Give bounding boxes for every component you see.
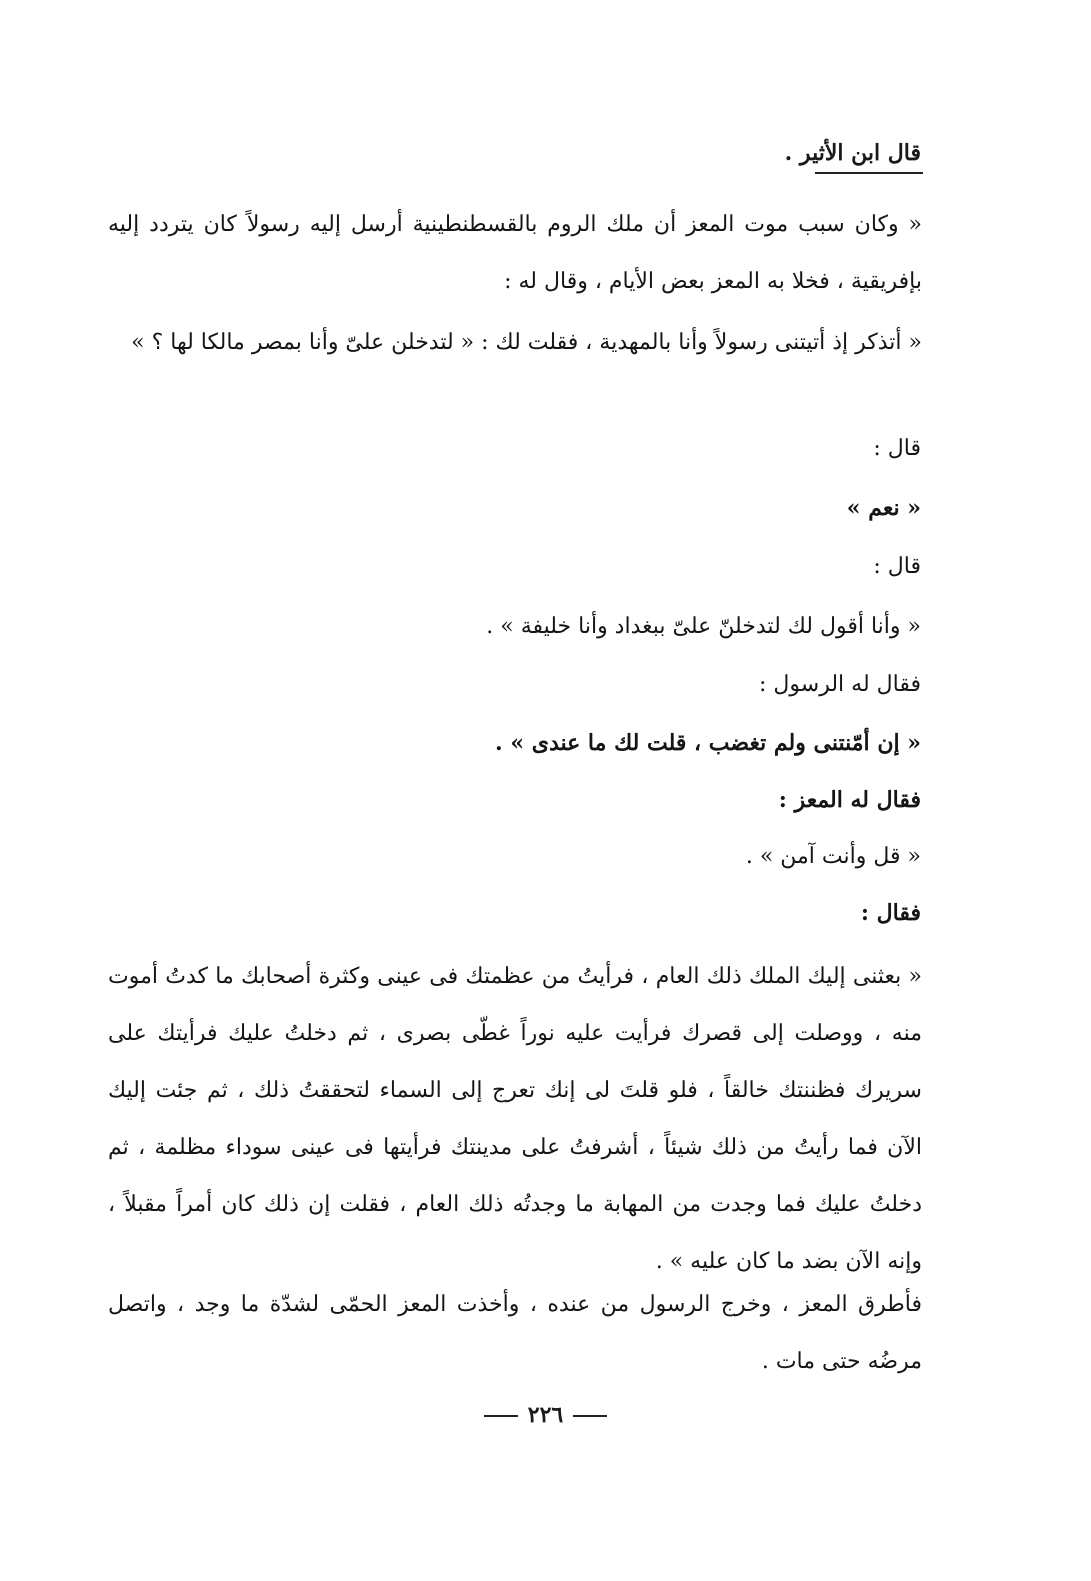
paragraph-3: « بعثنى إليك الملك ذلك العام ، فرأيتُ من عظمتك فى عينى وكثرة أصحابك ما كدتُ أموت منه ، ووصلت إلى قصرك فرأيت عليه نوراً غطّى بصرى ، ثم دخلتُ عليك فرأيتك على سريرك فظننتك خالقاً ، فلو قلتَ لى إنك تعرج إلى السماء لتحققتُ ذلك ، ثم جئت إليك الآن فما رأيتُ من ذلك شيئاً ، أشرفتُ على مدينتك فرأيتها فى عينى سوداء مظلمة ، ثم دخلتُ عليك فما وجدت من المهابة ما وجدتُه ذلك العام ، فقلت إن ذلك كان أمراً مقبلاً ، وإنه الآن بضد ما كان عليه » . [108, 964, 922, 1274]
dialogue-line-qul: « قل وأنت آمن » . [745, 844, 921, 869]
dialogue-line-baghdad: « وأنا أقول لك لتدخلنّ علىّ ببغداد وأنا خليفة » . [486, 614, 921, 639]
dialogue-line-rasul: فقال له الرسول : [759, 672, 921, 697]
dialogue-line-naam: « نعم » [846, 495, 921, 521]
dialogue-line-faqal: فقال : [860, 900, 921, 926]
dash-decoration [573, 1415, 607, 1417]
section-heading: قال ابن الأثير . [784, 140, 921, 166]
dialogue-line-qal-1: قال : [873, 436, 921, 461]
paragraph-2: « أتذكر إذ أتيتنى رسولاً وأنا بالمهدية ، فقلت لك : « لتدخلن علىّ وأنا بمصر مالكا لها ؟ » [131, 330, 922, 355]
dialogue-line-amantani: « إن أمّنتنى ولم تغضب ، قلت لك ما عندى » . [495, 730, 921, 756]
page-number: ٢٢٦ [527, 1402, 564, 1428]
paragraph-4: فأطرق المعز ، وخرج الرسول من عنده ، وأخذت المعز الحمّى لشدّة ما وجد ، واتصل مرضُه حتى مات . [108, 1292, 922, 1374]
paragraph-1: « وكان سبب موت المعز أن ملك الروم بالقسطنطينية أرسل إليه رسولاً كان يتردد إليه بإفريقية ، فخلا به المعز بعض الأيام ، وقال له : [108, 212, 922, 294]
heading-underline [815, 172, 923, 174]
page-number-footer [0, 1400, 1091, 1430]
dialogue-line-qal-2: قال : [873, 554, 921, 579]
dash-decoration [484, 1415, 518, 1417]
dialogue-line-muizz: فقال له المعز : [778, 787, 921, 813]
